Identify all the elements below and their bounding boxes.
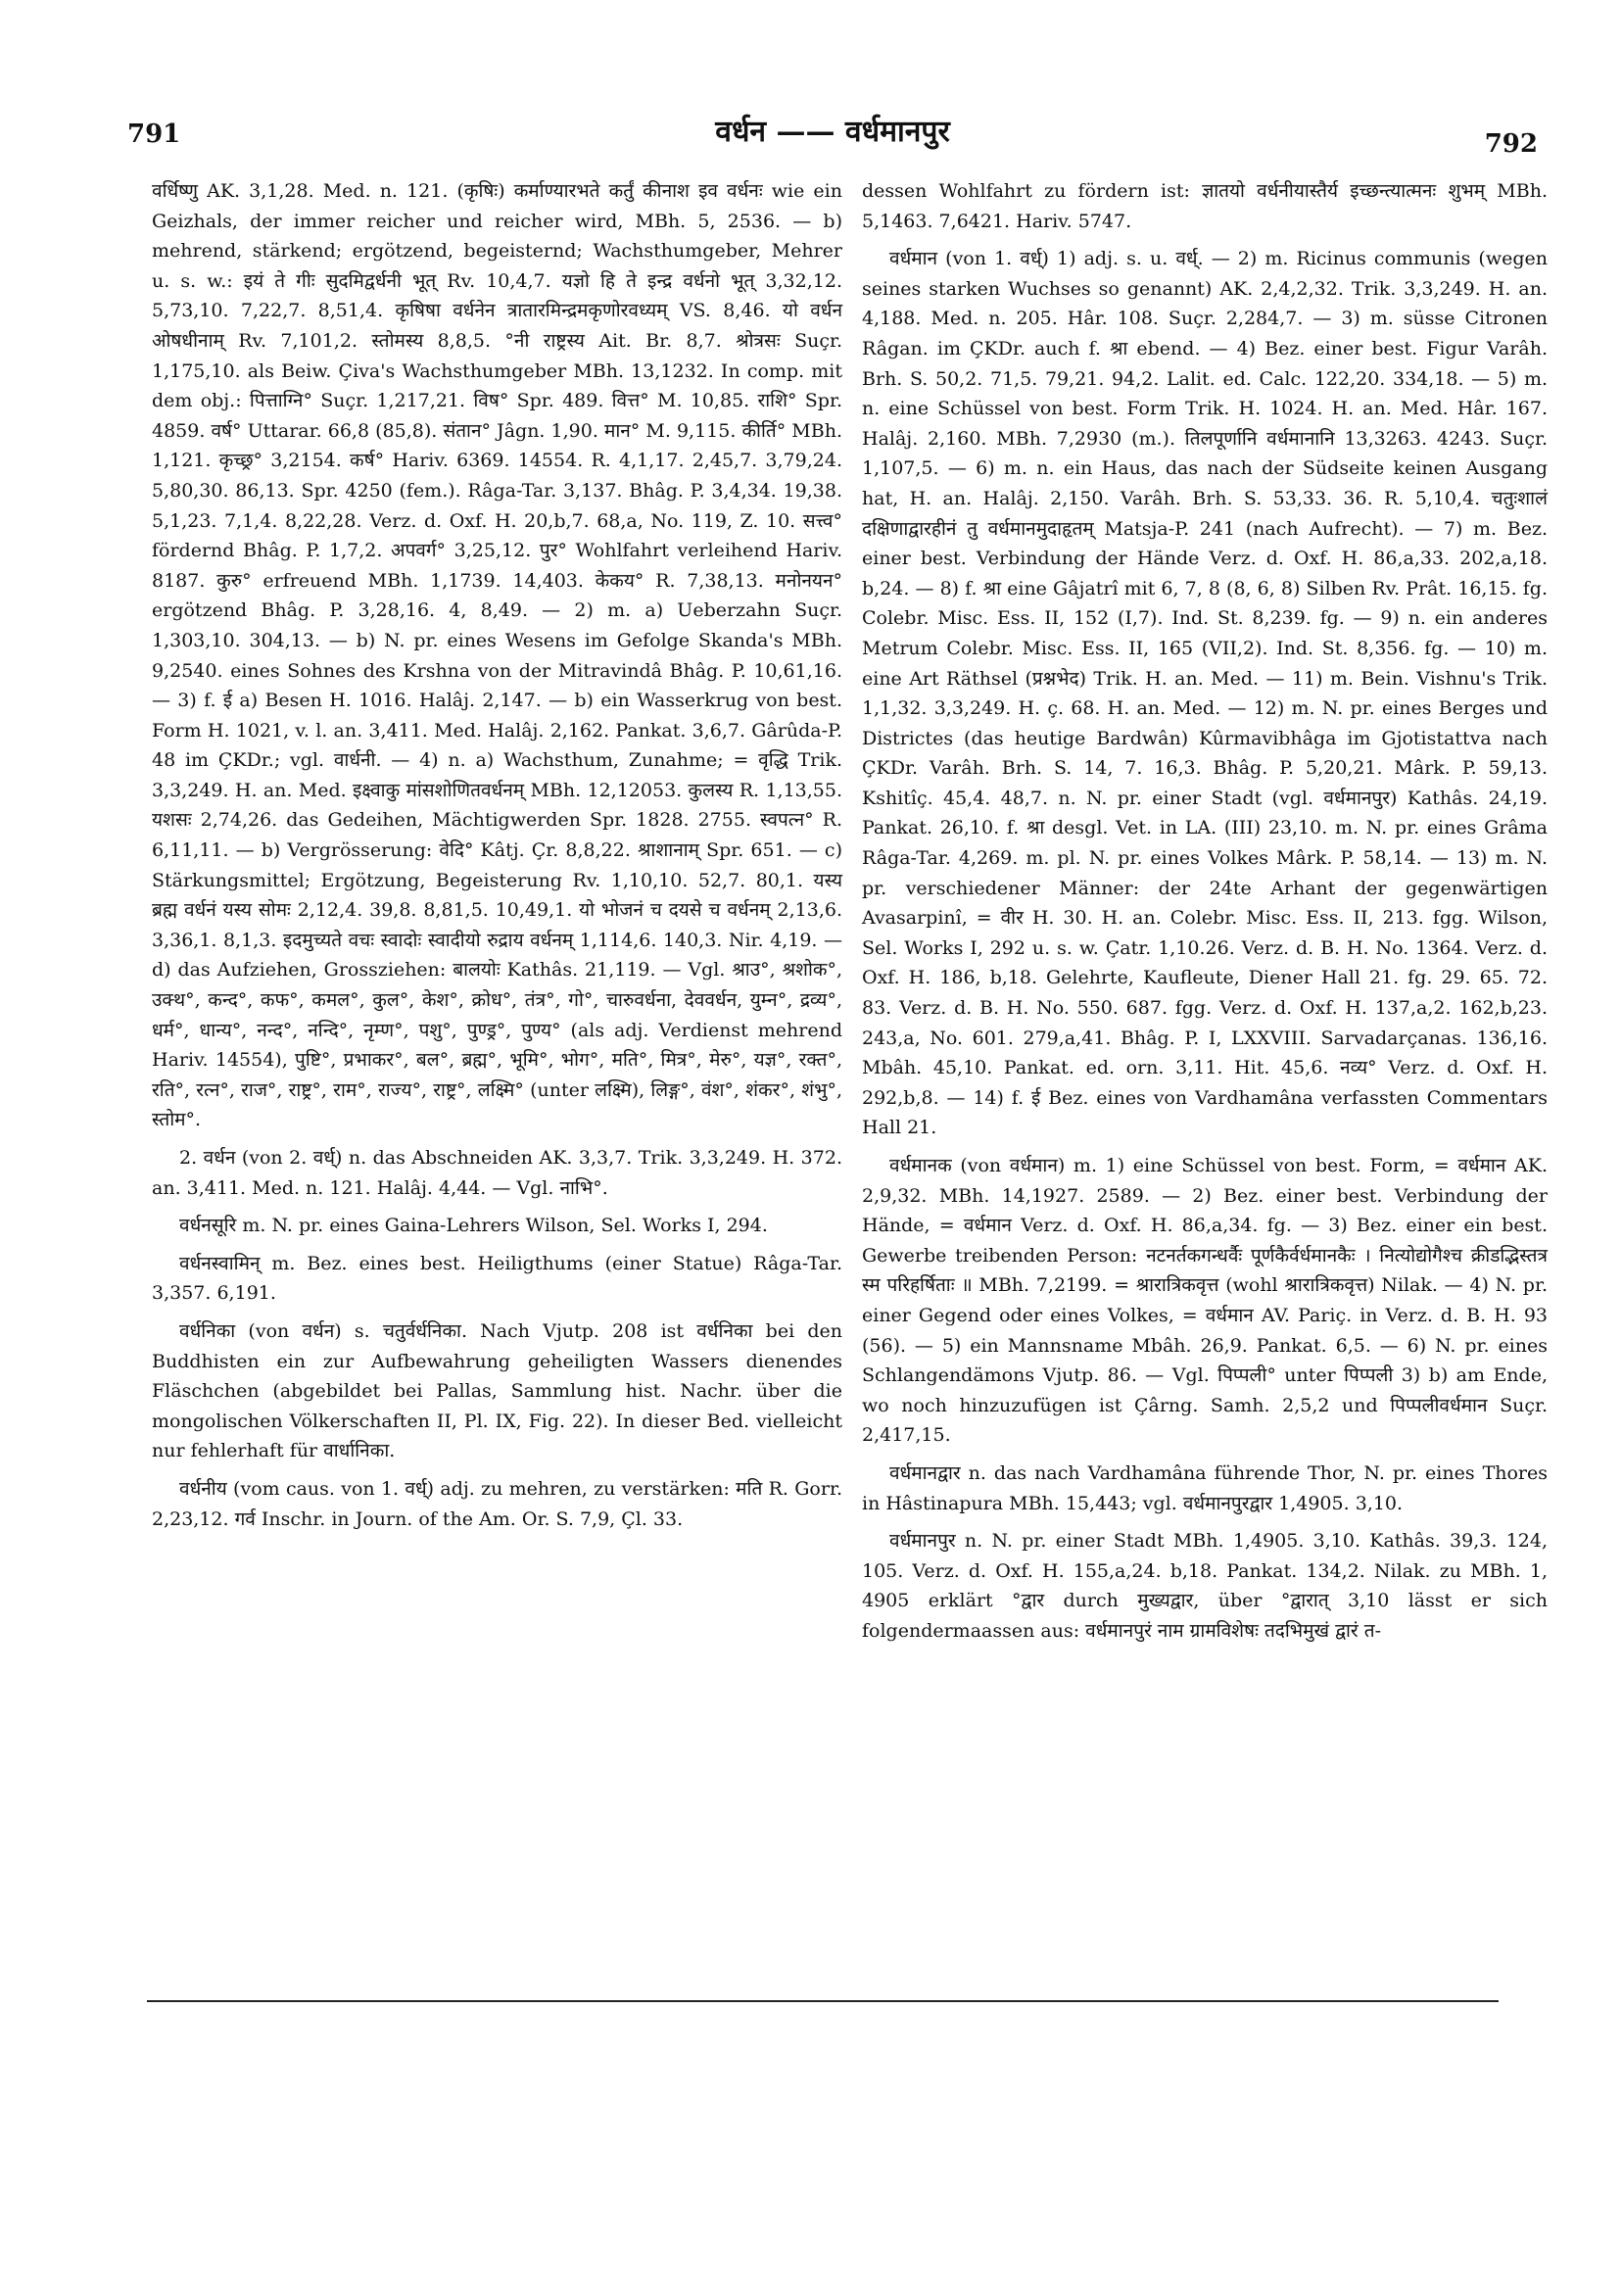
bottom-rule bbox=[147, 2000, 1499, 2002]
entry-vardhana: वर्धिष्णु AK. 3,1,28. Med. n. 121. (कृषिः) कर्माण्यारभते कर्तुं कीनाश इव वर्धनः wie ein Geizhals, der immer reicher und reicher wird, MBh. 5, 2536. — b) mehrend, stärkend; ergötzend, begeisternd; Wachsthumgeber, Mehrer u. s. w.: इयं ते गीः सुदमिद्वर्धनी भूत् Rv. 10,4,7. यज्ञो हि ते इन्द्र वर्धनो भूत् 3,32,12. 5,73,10. 7,22,7. 8,51,4. कृषिषा वर्धनेन त्रातारमिन्द्रमकृणोरवध्यम् VS. 8,46. यो वर्धन ओषधीनाम् Rv. 7,101,2. स्तोमस्य 8,8,5. °नी राष्ट्रस्य Ait. Br. 8,7. श्रोत्रसः Suçr. 1,175,10. als Beiw. Çiva's Wachsthumgeber MBh. 13,1232. In comp. mit dem obj.: पित्ताग्नि° Suçr. 1,217,21. विष° Spr. 489. वित्त° M. 10,85. राशि° Spr. 4859. वर्ष° Uttarar. 66,8 (85,8). संतान° Jâgn. 1,90. मान° M. 9,115. कीर्ति° MBh. 1,121. कृच्छ्र° 3,2154. कर्ष° Hariv. 6369. 14554. R. 4,1,17. 2,45,7. 3,79,24. 5,80,30. 86,13. Spr. 4250 (fem.). Râga-Tar. 3,137. Bhâg. P. 3,4,34. 19,38. 5,1,23. 7,1,4. 8,22,28. Verz. d. Oxf. H. 20,b,7. 68,a, No. 119, Z. 10. सत्त्व° fördernd Bhâg. P. 1,7,2. अपवर्ग° 3,25,12. पुर° Wohlfahrt verleihend Hariv. 8187. कुरु° erfreuend MBh. 1,1739. 14,403. केकय° R. 7,38,13. मनोनयन° ergötzend Bhâg. P. 3,28,16. 4, 8,49. — 2) m. a) Ueberzahn Suçr. 1,303,10. 304,13. — b) N. pr. eines Wesens im Gefolge Skanda's MBh. 9,2540. eines Sohnes des Krshna von der Mitravindâ Bhâg. P. 10,61,16. — 3) f. ई a) Besen H. 1016. Halâj. 2,147. — b) ein Wasserkrug von best. Form H. 1021, v. l. an. 3,411. Med. Halâj. 2,162. Pankat. 3,6,7. Gârûda-P. 48 im ÇKDr.; vgl. वार्धनी. — 4) n. a) Wachsthum, Zunahme; = वृद्धि Trik. 3,3,249. H. an. Med. इक्ष्वाकु मांसशोणितवर्धनम् MBh. 12,12053. कुलस्य R. 1,13,55. यशसः 2,74,26. das Gedeihen, Mächtigwerden Spr. 1828. 2755. स्वपत्न° R. 6,11,11. — b) Vergrösserung: वेदि° Kâtj. Çr. 8,8,22. श्राशानाम् Spr. 651. — c) Stärkungsmittel; Ergötzung, Begeisterung Rv. 1,10,10. 52,7. 80,1. यस्य ब्रह्म वर्धनं यस्य सोमः 2,12,4. 39,8. 8,81,5. 10,49,1. यो भोजनं च दयसे च वर्धनम् 2,13,6. 3,36,1. 8,1,3. इदमुच्यते वचः स्वादोः स्वादीयो रुद्राय वर्धनम् 1,114,6. 140,3. Nir. 4,19. — d) das Aufziehen, Grossziehen: बालयोः Kathâs. 21,119. — Vgl. श्राउ°, श्रशोक°, उक्थ°, कन्द°, कफ°, कमल°, कुल°, केश°, क्रोध°, तंत्र°, गो°, चारुवर्धना, देववर्धन, युम्न°, द्रव्य°, धर्म°, धान्य°, नन्द°, नन्दि°, नृम्ण°, पशु°, पुण्ड्र°, पुण्य° (als adj. Verdienst mehrend Hariv. 14554), पुष्टि°, प्रभाकर°, बल°, ब्रह्म°, भूमि°, भोग°, मति°, मित्र°, मेरु°, यज्ञ°, रक्त°, रति°, रत्न°, राज°, राष्ट्र°, राम°, राज्य°, राष्ट्र°, लक्ष्मि° (unter लक्ष्मि), लिङ्ग°, वंश°, शंकर°, शंभु°, स्तोम°. bbox=[152, 180, 842, 1131]
entry-vardhanasvamin: वर्धनस्वामिन् m. Bez. eines best. Heiligthums (einer Statue) Râga-Tar. 3,357. 6,191. bbox=[152, 1252, 842, 1305]
entry-vardhana-2: 2. वर्धन (von 2. वर्ध्) n. das Abschneiden AK. 3,3,7. Trik. 3,3,249. H. 372. an. 3,411. Med. n. 121. Halâj. 4,44. — Vgl. नाभि°. bbox=[152, 1147, 842, 1199]
entry-vardhanasuri: वर्धनसूरि m. N. pr. eines Gaina-Lehrers Wilson, Sel. Works I, 294. bbox=[179, 1215, 768, 1237]
entry-vardhamanadvara: वर्धमानद्वार n. das nach Vardhamâna führende Thor, N. pr. eines Thores in Hâstinapura MBh. 15,443; vgl. वर्धमानपुरद्वार 1,4905. 3,10. bbox=[862, 1461, 1548, 1514]
entry-vardhanika: वर्धनिका (von वर्धन) s. चतुर्वर्धनिका. Nach Vjutp. 208 ist वर्धनिका bei den Buddhisten ein zur Aufbewahrung geheiligten Wassers dienendes Fläschchen (abgebildet bei Pallas, Sammlung hist. Nachr. über die mongolischen Völkerschaften II, Pl. IX, Fig. 22). In dieser Bed. vielleicht nur fehlerhaft für वार्धानिका. bbox=[152, 1319, 842, 1462]
left-column bbox=[152, 176, 842, 1542]
header-title: वर्धन —— वर्धमानपुर bbox=[715, 115, 950, 149]
entry-continuation: dessen Wohlfahrt zu fördern ist: ज्ञातयो वर्धनीयास्तैर्य इच्छन्त्यात्मनः शुभम् MBh. 5,1463. 7,6421. Hariv. 5747. bbox=[862, 180, 1548, 232]
running-header bbox=[127, 110, 1538, 159]
page-number-right: 792 bbox=[1484, 129, 1538, 159]
right-column bbox=[862, 176, 1548, 1654]
entry-vardhaniya: वर्धनीय (vom caus. von 1. वर्ध्) adj. zu mehren, zu verstärken: मति R. Gorr. 2,23,12. गर्व Inschr. in Journ. of the Am. Or. S. 7,9, Çl. 33. bbox=[152, 1477, 842, 1530]
entry-vardhamanaka: वर्धमानक (von वर्धमान) m. 1) eine Schüssel von best. Form, = वर्धमान AK. 2,9,32. MBh. 14,1927. 2589. — 2) Bez. einer best. Verbindung der Hände, = वर्धमान Verz. d. Oxf. H. 86,a,34. fg. — 3) Bez. einer ein best. Gewerbe treibenden Person: नटनर्तकगन्धर्वैः पूर्णकैर्वर्धमानकैः । नित्योद्योगैश्च क्रीडद्भिस्तत्र स्म परिहर्षिताः ॥ MBh. 7,2199. = श्रारात्रिकवृत्त (wohl श्रारात्रिकवृत्त) Nilak. — 4) N. pr. einer Gegend oder eines Volkes, = वर्धमान AV. Pariç. in Verz. d. B. H. 93 (56). — 5) ein Mannsname Mbâh. 26,9. Pankat. 6,5. — 6) N. pr. eines Schlangendämons Vjutp. 86. — Vgl. पिप्पली° unter पिप्पली 3) b) am Ende, wo noch hinzuzufügen ist Çârng. Samh. 2,5,2 und पिप्पलीवर्धमान Suçr. 2,417,15. bbox=[862, 1155, 1548, 1447]
entry-vardhamanapura: वर्धमानपुर n. N. pr. einer Stadt MBh. 1,4905. 3,10. Kathâs. 39,3. 124, 105. Verz. d. Oxf. H. 155,a,24. b,18. Pankat. 134,2. Nilak. zu MBh. 1, 4905 erklärt °द्वार durch मुख्यद्वार, über °द्वारात् 3,10 lässt er sich folgendermaassen aus: वर्धमानपुरं नाम ग्रामविशेषः तदभिमुखं द्वारं त- bbox=[862, 1530, 1548, 1642]
page-number-left: 791 bbox=[127, 120, 181, 149]
entry-vardhamana: वर्धमान (von 1. वर्ध्) 1) adj. s. u. वर्ध्. — 2) m. Ricinus communis (wegen seines starken Wuchses so genannt) AK. 2,4,2,32. Trik. 3,3,249. H. an. 4,188. Med. n. 205. Hâr. 108. Suçr. 2,284,7. — 3) m. süsse Citronen Râgan. im ÇKDr. auch f. श्रा ebend. — 4) Bez. einer best. Figur Varâh. Brh. S. 50,2. 71,5. 79,21. 94,2. Lalit. ed. Calc. 122,20. 334,18. — 5) m. n. eine Schüssel von best. Form Trik. H. 1024. H. an. Med. Hâr. 167. Halâj. 2,160. MBh. 7,2930 (m.). तिलपूर्णानि वर्धमानानि 13,3263. 4243. Suçr. 1,107,5. — 6) m. n. ein Haus, das nach der Südseite keinen Ausgang hat, H. an. Halâj. 2,150. Varâh. Brh. S. 53,33. 36. R. 5,10,4. चतुःशालं दक्षिणाद्वारहीनं तु वर्धमानमुदाहृतम् Matsja-P. 241 (nach Aufrecht). — 7) m. Bez. einer best. Verbindung der Hände Verz. d. Oxf. H. 86,a,33. 202,a,18. b,24. — 8) f. श्रा eine Gâjatrî mit 6, 7, 8 (8, 6, 8) Silben Rv. Prât. 16,15. fg. Colebr. Misc. Ess. II, 152 (I,7). Ind. St. 8,239. fg. — 9) n. ein anderes Metrum Colebr. Misc. Ess. II, 165 (VII,2). Ind. St. 8,356. fg. — 10) m. eine Art Räthsel (प्रश्नभेद) Trik. H. an. Med. — 11) m. Bein. Vishnu's Trik. 1,1,32. 3,3,249. H. ç. 68. H. an. Med. — 12) m. N. pr. eines Berges und Districtes (das heutige Bardwân) Kûrmavibhâga im Gjotistattva nach ÇKDr. Varâh. Brh. S. 14, 7. 16,3. Bhâg. P. 5,20,21. Mârk. P. 59,13. Kshitîç. 45,4. 48,7. n. N. pr. einer Stadt (vgl. वर्धमानपुर) Kathâs. 24,19. Pankat. 26,10. f. श्रा desgl. Vet. in LA. (III) 23,10. m. N. pr. eines Grâma Râga-Tar. 4,269. m. pl. N. pr. eines Volkes Mârk. P. 58,14. — 13) m. N. pr. verschiedener Männer: der 24te Arhant der gegenwärtigen Avasarpinî, = वीर H. 30. H. an. Colebr. Misc. Ess. II, 213. fgg. Wilson, Sel. Works I, 292 u. s. w. Çatr. 1,10.26. Verz. d. B. H. No. 1364. Verz. d. Oxf. H. 186, b,18. Gelehrte, Kaufleute, Diener Hall 21. fg. 29. 65. 72. 83. Verz. d. B. H. No. 550. 687. fgg. Verz. d. Oxf. H. 137,a,2. 162,b,23. 243,a, No. 601. 279,a,41. Bhâg. P. I, LXXVIII. Sarvadarçanas. 136,16. Mbâh. 45,10. Pankat. ed. orn. 3,11. Hit. 45,6. नव्य° Verz. d. Oxf. H. 292,b,8. — 14) f. ई Bez. eines von Vardhamâna verfassten Commentars Hall 21. bbox=[862, 248, 1548, 1139]
